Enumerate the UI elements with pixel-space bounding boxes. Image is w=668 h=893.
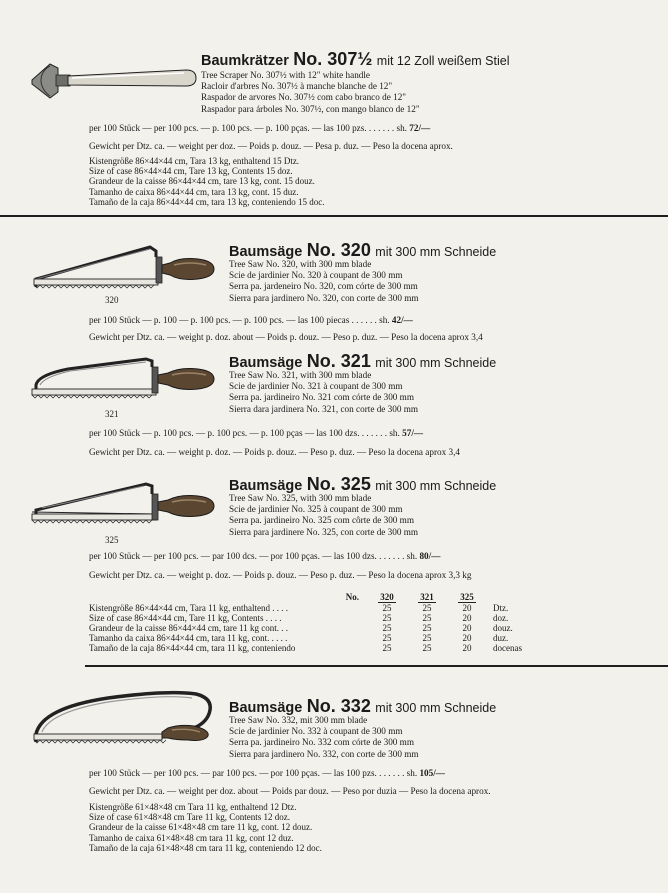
section-divider bbox=[0, 215, 668, 217]
table-row: Kistengröße 86×44×44 cm, Tara 11 kg, enthaltend . . . . 25 25 20 Dtz. bbox=[89, 603, 509, 613]
price-307: 72/— bbox=[409, 123, 431, 133]
price-line-332: per 100 Stück — per 100 pcs. — par 100 pcs. — por 100 pças. — las 100 pzs. . . . . . . sh. 105/— bbox=[89, 768, 445, 778]
tree-saw-332-illustration bbox=[28, 688, 224, 754]
packing-table-header bbox=[89, 590, 553, 603]
weight-325: 3,3 kg bbox=[448, 570, 472, 580]
packing-col-header: 325 bbox=[460, 591, 474, 602]
product-title-321: Baumsäge No. 321 mit 300 mm Schneide bbox=[229, 351, 497, 371]
product-description-332: Tree Saw No. 332, mit 300 mm blade Scie de jardinier No. 332 à coupant de 300 mm Serra pa. jardineiro No. 332 com córte de 300 mm Sierra para jardinero No. 332, con corte de 300 mm bbox=[229, 715, 419, 759]
product-title-325: Baumsäge No. 325 mit 300 mm Schneide bbox=[229, 474, 497, 494]
table-row: Tamanho da caixa 86×44×44 cm, tara 11 kg, cont. . . . . 25 25 20 duz. bbox=[89, 633, 509, 643]
price-332: 105/— bbox=[419, 768, 445, 778]
table-row: Grandeur de la caisse 86×44×44 cm, tare 11 kg cont. . . 25 25 20 douz. bbox=[89, 623, 513, 633]
product-description-325: Tree Saw No. 325, with 300 mm blade Scie de jardinier No. 325 à coupant de 300 mm Serra pa. jardineiro No. 325 com côrte de 300 mm Sierra para jardinere No. 325, con corte de 300 mm bbox=[229, 493, 419, 537]
price-line-321: per 100 Stück — p. 100 pcs. — p. 100 pcs. — p. 100 pças — las 100 dzs. . . . . . . sh. 57/— bbox=[89, 428, 424, 438]
weight-line-307: Gewicht per Dtz. ca. — weight per doz. — Poids p. douz. — Pesa p. duz. — Peso la docena aprox. bbox=[89, 141, 453, 151]
figure-label-321: 321 bbox=[105, 409, 119, 419]
product-title-332: Baumsäge No. 332 mit 300 mm Schneide bbox=[229, 696, 497, 716]
weight-line-332: Gewicht per Dtz. ca. — weight per doz. about — Poids par douz. — Peso por duzia — Peso la docena aprox. bbox=[89, 786, 491, 796]
tree-saw-325-illustration bbox=[28, 478, 220, 536]
product-description-320: Tree Saw No. 320, with 300 mm blade Scie de jardinier No. 320 à coupant de 300 mm Serra pa. jardeneiro No. 320, com córte de 300 mm Sierra para jardinero No. 320, con corte de 300 mm bbox=[229, 259, 419, 303]
product-description-307: Tree Scraper No. 307½ with 12" white handle Racloir d'arbres No. 307½ à manche blanche de 12" Raspador de arvores No. 307½ com cabo branco de 12" Raspador para árboles No. 307½, con mango blanco de 12" bbox=[201, 70, 420, 114]
weight-line-321: Gewicht per Dtz. ca. — weight p. doz. — Poids p. douz. — Peso p. duz. — Peso la docena aprox 3,4 bbox=[89, 447, 460, 457]
packing-col-header: 321 bbox=[420, 591, 434, 602]
figure-label-320: 320 bbox=[105, 295, 119, 305]
tree-scraper-illustration bbox=[28, 60, 198, 102]
table-row: Tamaño de la caja 86×44×44 cm, tara 11 kg, conteniendo 25 25 20 docenas bbox=[89, 643, 522, 653]
tree-saw-320-illustration bbox=[30, 243, 220, 293]
weight-line-325: Gewicht per Dtz. ca. — weight p. doz. — Poids p. douz. — Peso p. duz. — Peso la docena aprox 3,3 kg bbox=[89, 570, 472, 580]
packing-col-header: 320 bbox=[380, 591, 394, 602]
packing-table bbox=[89, 590, 553, 653]
table-row: Size of case 86×44×44 cm, Tare 11 kg, Contents . . . . 25 25 20 doz. bbox=[89, 613, 509, 623]
product-title-320: Baumsäge No. 320 mit 300 mm Schneide bbox=[229, 240, 497, 260]
price-325: 80/— bbox=[419, 551, 441, 561]
price-line-307: per 100 Stück — per 100 pcs. — p. 100 pcs. — p. 100 pças. — las 100 pzs. . . . . . . sh. 72/— bbox=[89, 123, 431, 133]
price-321: 57/— bbox=[402, 428, 424, 438]
weight-320: 3,4 bbox=[471, 332, 483, 342]
product-title-307: Baumkrätzer No. 307½ mit 12 Zoll weißem Stiel bbox=[201, 49, 510, 69]
figure-label-325: 325 bbox=[105, 535, 119, 545]
price-320: 42/— bbox=[391, 315, 413, 325]
price-line-325: per 100 Stück — per 100 pcs. — par 100 dcs. — por 100 pças. — las 100 dzs. . . . . . . sh. 80/— bbox=[89, 551, 441, 561]
weight-321: 3,4 bbox=[448, 447, 460, 457]
case-spec-332: Kistengröße 61×48×48 cm Tara 11 kg, enthaltend 12 Dtz. Size of case 61×48×48 cm Tare 11 kg, Contents 12 doz. Grandeur de la caisse 61×48×48 cm tare 11 kg, cont. 12 douz. Tamanho de caixa 61×48×48 cm tara 11 kg, cont 12 duz. Tamaño de la caja 61×48×48 cm tara 11 kg, conteniendo 12 doc. bbox=[89, 802, 322, 853]
section-divider bbox=[85, 665, 668, 667]
price-line-320: per 100 Stück — p. 100 — p. 100 pcs. — p. 100 pcs. — las 100 piecas . . . . . . sh. 42/— bbox=[89, 315, 413, 325]
packing-header-label: No. bbox=[345, 591, 359, 602]
case-spec-307: Kistengröße 86×44×44 cm, Tara 13 kg, enthaltend 15 Dtz. Size of case 86×44×44 cm, Tare 13 kg, Contents 15 doz. Grandeur de la caisse 86×44×44 cm, tare 13 kg, cont. 15 douz. Tamanho de caixa 86×44×44 cm, tara 13 kg, cont. 15 duz. Tamaño de la caja 86×44×44 cm, tara 13 kg, conteniendo 15 doc. bbox=[89, 156, 325, 207]
product-description-321: Tree Saw No. 321, with 300 mm blade Scie de jardinier No. 321 à coupant de 300 mm Serra pa. jardineiro No. 321 com córte de 300 mm Sierra dara jardinera No. 321, con corte de 300 mm bbox=[229, 370, 419, 414]
tree-saw-321-illustration bbox=[28, 355, 220, 405]
weight-line-320: Gewicht per Dtz. ca. — weight p. doz. about — Poids p. douz. — Peso p. duz. — Peso la docena aprox 3,4 bbox=[89, 332, 483, 342]
